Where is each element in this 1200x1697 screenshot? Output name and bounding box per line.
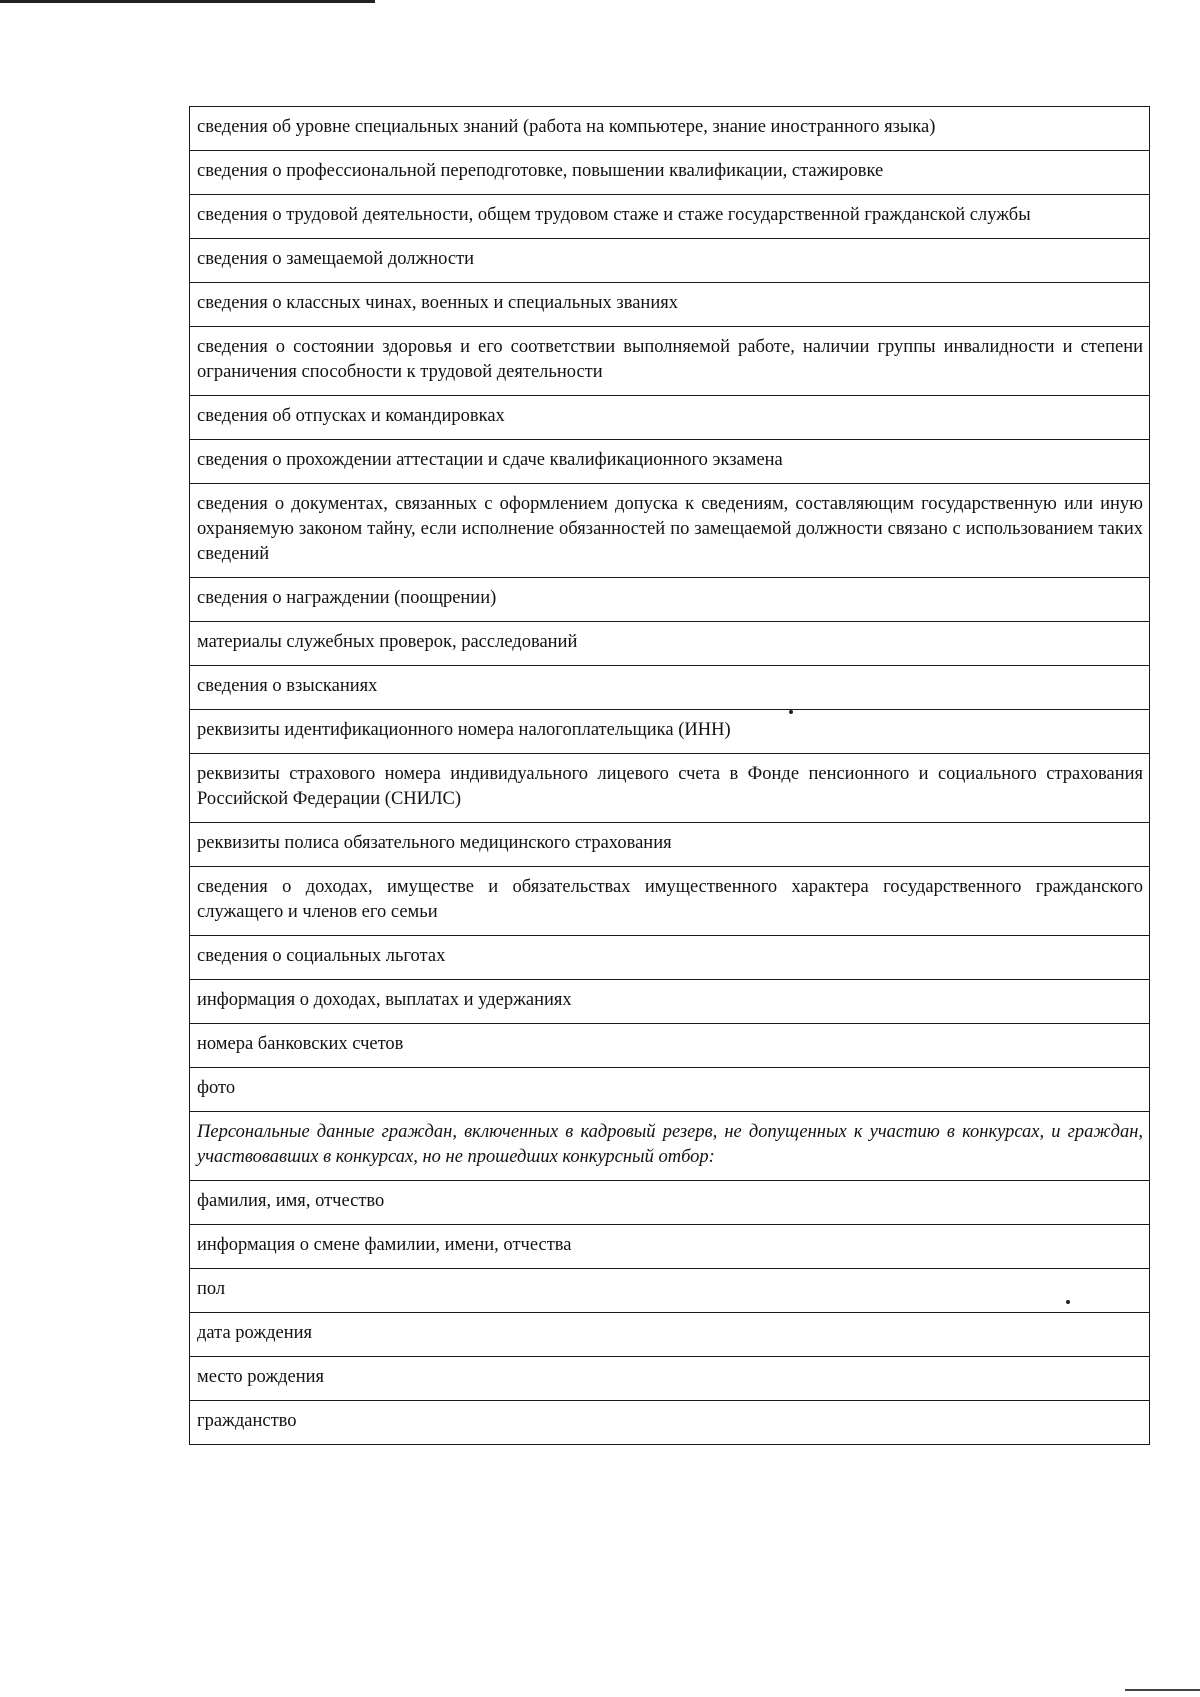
data-category-cell: реквизиты страхового номера индивидуального лицевого счета в Фонде пенсионного и социального страхования Российской Федерации (СНИЛС) [190, 754, 1150, 823]
table-row [190, 1313, 1150, 1357]
data-category-cell: сведения об отпусках и командировках [190, 396, 1150, 440]
data-category-cell: реквизиты идентификационного номера налогоплательщика (ИНН) [190, 710, 1150, 754]
table-row [190, 396, 1150, 440]
section-heading-cell: Персональные данные граждан, включенных в кадровый резерв, не допущенных к участию в конкурсах, и граждан, участвовавших в конкурсах, но не прошедших конкурсный отбор: [190, 1112, 1150, 1181]
table-row [190, 867, 1150, 936]
data-category-cell: материалы служебных проверок, расследований [190, 622, 1150, 666]
data-category-cell: фамилия, имя, отчество [190, 1181, 1150, 1225]
table-row [190, 239, 1150, 283]
table-row [190, 327, 1150, 396]
table-body [190, 107, 1150, 1445]
data-category-cell: гражданство [190, 1401, 1150, 1445]
table-row [190, 710, 1150, 754]
scan-edge-mark [0, 0, 375, 3]
data-category-cell: сведения о взысканиях [190, 666, 1150, 710]
data-category-cell: сведения о прохождении аттестации и сдаче квалификационного экзамена [190, 440, 1150, 484]
data-category-cell: сведения о классных чинах, военных и специальных званиях [190, 283, 1150, 327]
data-category-cell: информация о доходах, выплатах и удержаниях [190, 980, 1150, 1024]
data-category-cell: реквизиты полиса обязательного медицинского страхования [190, 823, 1150, 867]
data-category-cell: фото [190, 1068, 1150, 1112]
data-category-cell: дата рождения [190, 1313, 1150, 1357]
data-category-cell: информация о смене фамилии, имени, отчества [190, 1225, 1150, 1269]
data-category-cell: место рождения [190, 1357, 1150, 1401]
table-row [190, 195, 1150, 239]
data-category-cell: сведения о доходах, имуществе и обязательствах имущественного характера государственного гражданского служащего и членов его семьи [190, 867, 1150, 936]
personal-data-table [189, 106, 1150, 1445]
table-row [190, 1024, 1150, 1068]
data-category-cell: сведения о замещаемой должности [190, 239, 1150, 283]
table-row [190, 283, 1150, 327]
data-category-cell: пол [190, 1269, 1150, 1313]
table-row [190, 1357, 1150, 1401]
table-row [190, 666, 1150, 710]
table-row [190, 980, 1150, 1024]
data-category-cell: сведения о трудовой деятельности, общем трудовом стаже и стаже государственной гражданской службы [190, 195, 1150, 239]
table-row [190, 936, 1150, 980]
table-row [190, 151, 1150, 195]
table-row [190, 1269, 1150, 1313]
table-row [190, 754, 1150, 823]
table-row [190, 1181, 1150, 1225]
data-category-cell: сведения об уровне специальных знаний (работа на компьютере, знание иностранного языка) [190, 107, 1150, 151]
table-row [190, 1068, 1150, 1112]
table-row [190, 107, 1150, 151]
table-row [190, 622, 1150, 666]
table-row [190, 440, 1150, 484]
data-category-cell: сведения о социальных льготах [190, 936, 1150, 980]
table-row [190, 484, 1150, 578]
data-category-cell: сведения о состоянии здоровья и его соответствии выполняемой работе, наличии группы инвалидности и степени ограничения способности к трудовой деятельности [190, 327, 1150, 396]
table-row-section-heading [190, 1112, 1150, 1181]
scan-edge-mark [1125, 1689, 1200, 1691]
data-category-cell: номера банковских счетов [190, 1024, 1150, 1068]
table-row [190, 1401, 1150, 1445]
data-category-cell: сведения о награждении (поощрении) [190, 578, 1150, 622]
data-category-cell: сведения о документах, связанных с оформлением допуска к сведениям, составляющим государственную или иную охраняемую законом тайну, если исполнение обязанностей по замещаемой должности связано с использованием таких сведений [190, 484, 1150, 578]
table-row [190, 1225, 1150, 1269]
table-row [190, 823, 1150, 867]
data-category-cell: сведения о профессиональной переподготовке, повышении квалификации, стажировке [190, 151, 1150, 195]
table-row [190, 578, 1150, 622]
